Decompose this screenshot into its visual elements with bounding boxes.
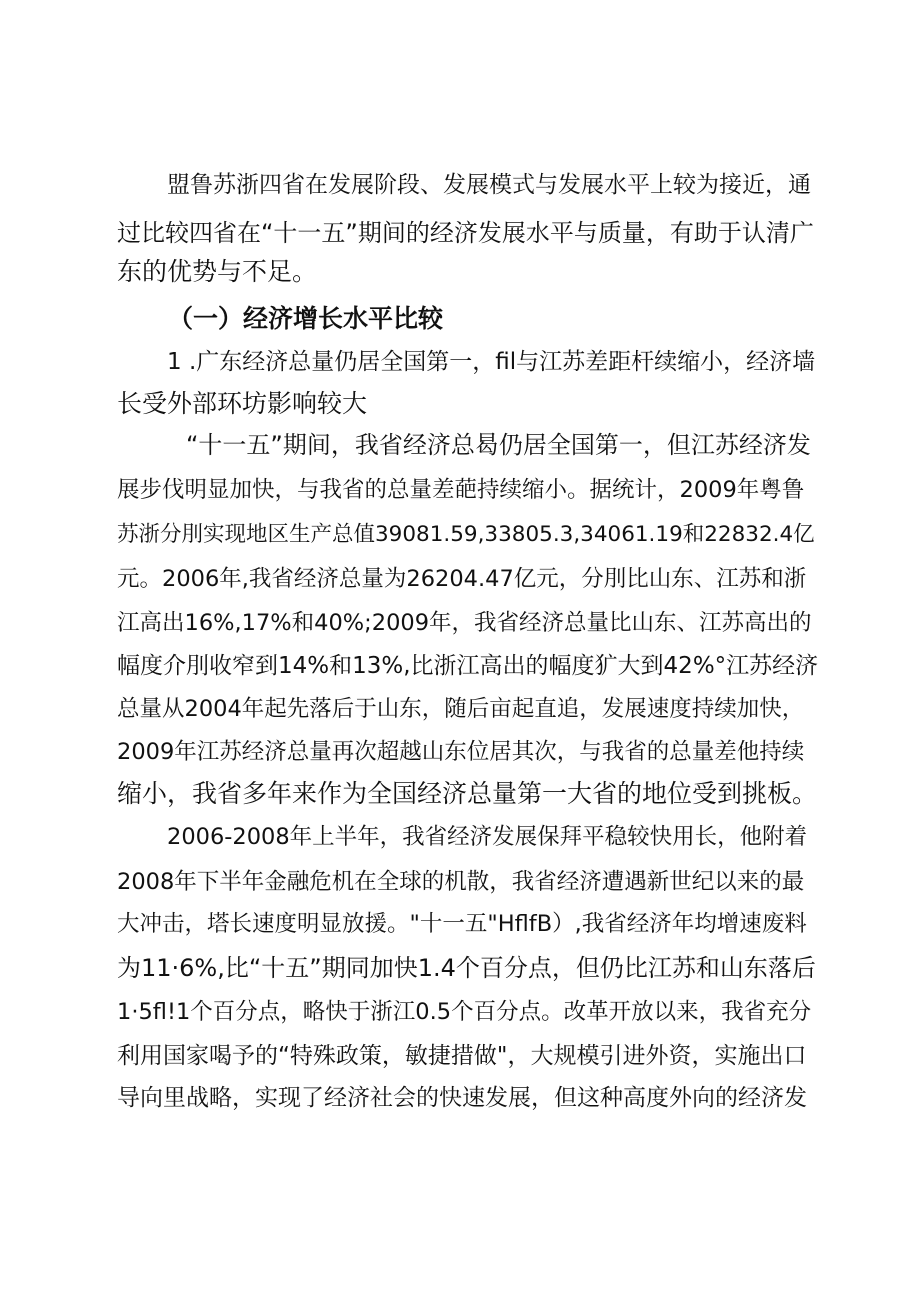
intro-line-3: 东的优势与不足。	[117, 257, 318, 286]
paragraph-3-line-7: 导向里战略，实现了经济社会的快速发展，但这种高度外向的经济发	[117, 1085, 807, 1111]
paragraph-3-line-1: 2006-2008年上半年，我省经济发展保拜平稳较快用长，他附着	[167, 824, 808, 850]
paragraph-2-line-9: 缩小，我省多年来作为全国经济总量第一大省的地位受到挑板。	[117, 779, 818, 808]
subheading-line-1: 1 .广东经济总量仍居全国第一，fil与江苏差距杆续缩小，经济墙	[167, 349, 816, 375]
paragraph-2-line-3: 苏浙分刖实现地区生产总值39081.59,33805.3,34061.19和22832.4亿	[117, 522, 815, 547]
paragraph-2-line-6: 幅度介刖收窄到14%和13%,比浙江高出的幅度犷大到42%°江苏经济	[117, 653, 819, 679]
paragraph-2-line-5: 江高出16%,17%和40%;2009年，我省经济总量比山东、江苏高出的	[117, 610, 812, 636]
paragraph-2-line-2: 展步伐明显加快，与我省的总量差葩持续缩小。据统计，2009年粤鲁	[117, 477, 805, 503]
paragraph-3-line-5: 1·5fl!1个百分点，略快于浙江0.5个百分点。改革开放以来，我省充分	[117, 999, 812, 1025]
paragraph-2-line-4: 元。2006年,我省经济总量为26204.47亿元，分刖比山东、江苏和浙	[117, 566, 807, 592]
subheading-line-2: 长受外部环坊影响较大	[117, 389, 368, 418]
paragraph-3-line-3: 大冲击，塔长速度明显放援。"十一五"HflfB）,我省经济年均增速废料	[117, 911, 807, 937]
paragraph-2-line-8: 2009年江苏经济总量再次超越山东位居其次，与我省的总量差他持续	[117, 739, 805, 765]
paragraph-2-line-1: “十一五”期间，我省经济总曷仍居全国第一，但江苏经济发	[186, 431, 811, 459]
paragraph-3-line-2: 2008年下半年金融危机在全球的机散，我省经济遭遇新世纪以来的最	[117, 869, 805, 895]
paragraph-3-line-4: 为11·6%,比“十五”期同加快1.4个百分点，但仍比江苏和山东落后	[117, 954, 816, 982]
paragraph-2-line-7: 总量从2004年起先落后于山东，随后亩起直追，发展速度持续加快，	[117, 696, 805, 722]
intro-line-2: 过比较四省在“十一五”期间的经济发展水平与质量，有助于认清广	[117, 219, 814, 247]
paragraph-3-line-6: 利用国家喝予的“特殊政策，敏捷措做"，大规模引进外资，实施出口	[117, 1043, 807, 1069]
intro-line-1: 盟鲁苏浙四省在发展阶段、发展模式与发展水平上较为接近，通	[167, 172, 811, 198]
section-heading: （一）经济增长水平比较	[168, 304, 444, 333]
